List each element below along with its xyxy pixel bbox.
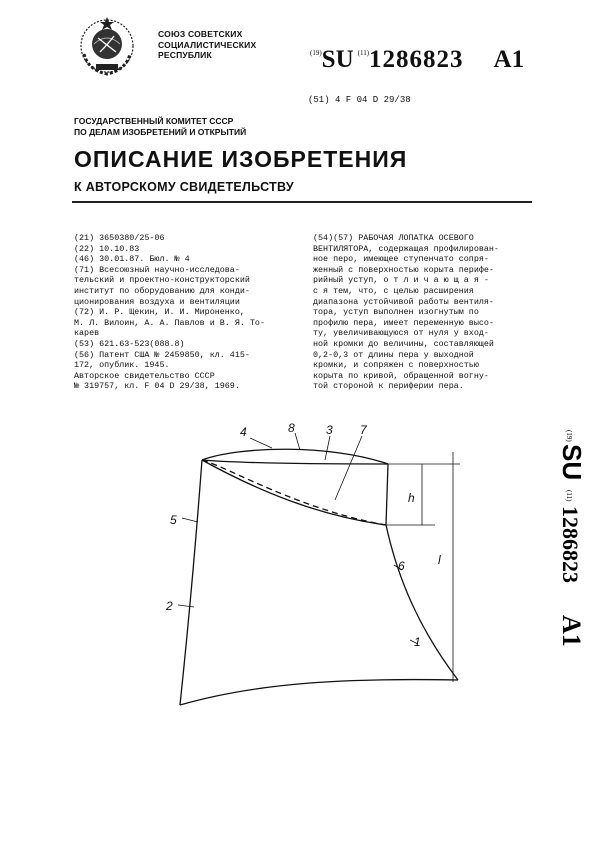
blade-left-edge (180, 460, 202, 705)
side-publication-stamp (535, 430, 587, 670)
abstract-line: ное перо, имеющее ступенчато сопря- (313, 254, 489, 265)
ussr-line: РЕСПУБЛИК (158, 50, 212, 60)
biblio-line: (22) 10.10.83 (74, 243, 140, 254)
kind-code: A1 (493, 46, 525, 73)
label-l: l (438, 553, 441, 567)
abstract-line: тора, уступ выполнен изогнутым по (313, 307, 479, 318)
committee-line: ГОСУДАРСТВЕННЫЙ КОМИТЕТ СССР (74, 116, 234, 126)
biblio-line: ционирования воздуха и вентиляции (74, 296, 240, 307)
biblio-line: Авторское свидетельство СССР (74, 370, 215, 381)
abstract-line: кромки, и сопряжен с поверхностью (313, 360, 479, 371)
abstract-line: профилю пера, имеет переменную высо- (313, 317, 494, 328)
abstract-line: с я тем, что, с целью расширения (313, 285, 474, 296)
country-code: SU (321, 46, 354, 73)
publication-number-block (310, 46, 524, 74)
ussr-label (158, 29, 256, 61)
ussr-line: СОЦИАЛИСТИЧЕСКИХ (158, 39, 257, 50)
tip-middle-curve (202, 460, 388, 464)
blade-bottom-edge (180, 680, 458, 705)
bibliographic-data (74, 233, 306, 392)
abstract-line: ной кромки до величины, составляющей (313, 338, 494, 349)
abstract-line: той стороной к периферии пера. (313, 381, 464, 392)
biblio-line: (53) 621.63-523(088.8) (74, 338, 185, 349)
biblio-line: (21) 3650380/25-06 (74, 233, 165, 243)
label-h: h (408, 491, 415, 505)
biblio-line: (71) Всесоюзный научно-исследова- (74, 264, 240, 275)
biblio-line: (72) И. Р. Щекин, И. И. Мироненко, (74, 307, 245, 318)
biblio-line: (56) Патент США № 2459850, кл. 415- (74, 349, 250, 360)
label-2: 2 (166, 599, 173, 613)
committee-label (74, 116, 246, 138)
abstract-line: женный с поверхностью корыта перифе- (313, 264, 494, 275)
ussr-line: СОЮЗ СОВЕТСКИХ (158, 29, 243, 39)
inid-tag-19: (19) (310, 49, 322, 57)
biblio-line: тельский и проектно-конструкторский (74, 275, 250, 286)
label-6: 6 (398, 559, 405, 573)
step-curve (202, 460, 386, 525)
ipc-classification: (51) 4 F 04 D 29/38 (308, 95, 411, 105)
side-tag-19: (19) (565, 430, 573, 442)
abstract-line: рийный уступ, о т л и ч а ю щ а я - (313, 275, 489, 286)
divider (72, 201, 532, 203)
abstract-line: 0,2-0,3 от длины пера у выходной (313, 349, 474, 360)
side-country-code: SU (557, 444, 587, 481)
hidden-edge (202, 460, 386, 525)
side-kind-code: A1 (557, 615, 586, 647)
abstract-text (313, 233, 518, 392)
extension-lines (386, 464, 460, 525)
blade-right-edge (386, 525, 458, 680)
abstract-line: (54)(57) РАБОЧАЯ ЛОПАТКА ОСЕВОГО (313, 233, 474, 243)
label-3: 3 (326, 423, 333, 437)
trailing-edge (386, 464, 388, 525)
biblio-line: М. Л. Вилоин, А. А. Павлов и В. Я. То- (74, 317, 265, 328)
ussr-emblem-icon (74, 14, 140, 80)
biblio-line: 172, опублик. 1945. (74, 360, 170, 371)
side-tag-11: (11) (565, 490, 573, 502)
abstract-line: ВЕНТИЛЯТОРА, содержащая профилирован- (313, 243, 499, 254)
biblio-line: карев (74, 328, 100, 339)
label-4: 4 (240, 425, 247, 439)
label-1: 1 (414, 635, 421, 649)
abstract-line: ту, увеличивающуюся от нуля у вход- (313, 328, 489, 339)
biblio-line: (46) 30.01.87. Бюл. № 4 (74, 254, 190, 265)
abstract-line: корыта по кривой, обращенной вогну- (313, 370, 489, 381)
blade-drawing (150, 420, 480, 720)
inid-tag-11: (11) (357, 49, 370, 57)
committee-line: ПО ДЕЛАМ ИЗОБРЕТЕНИЙ И ОТКРЫТИЙ (74, 127, 247, 137)
document-subtitle: К АВТОРСКОМУ СВИДЕТЕЛЬСТВУ (74, 180, 294, 194)
label-8: 8 (288, 421, 295, 435)
label-7: 7 (360, 423, 367, 437)
biblio-line: № 319757, кл. F 04 D 29/38, 1969. (74, 381, 240, 392)
biblio-line: институт по оборудованию для конди- (74, 285, 250, 296)
abstract-line: диапазона устойчивой работы вентиля- (313, 296, 494, 307)
label-5: 5 (170, 513, 177, 527)
document-title: ОПИСАНИЕ ИЗОБРЕТЕНИЯ (74, 146, 408, 172)
side-publication-number: 1286823 (558, 506, 583, 583)
publication-number: 1286823 (369, 46, 464, 73)
